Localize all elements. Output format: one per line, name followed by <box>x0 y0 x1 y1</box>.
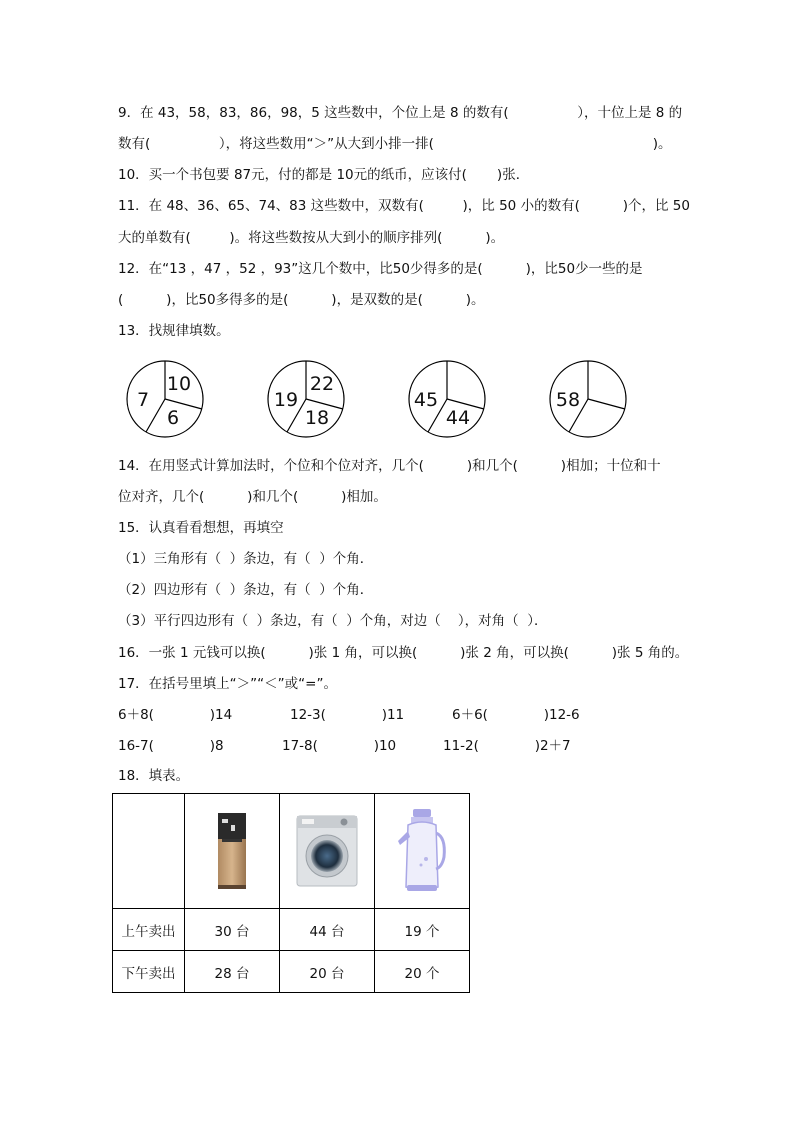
circle-4-left: 58 <box>555 389 581 411</box>
question-10 <box>118 166 529 184</box>
sales-table <box>112 793 470 993</box>
question-15-title <box>118 519 284 537</box>
question-9-text-1: 9．在 43，58，83，86，98，5 这些数中，个位上是 8 的数有( ），十位上是 8 的 <box>118 105 683 121</box>
compare-6 <box>443 737 571 755</box>
question-11-line-1 <box>118 197 690 215</box>
table-row <box>113 951 470 993</box>
question-15-item-1 <box>118 550 373 568</box>
circle-3-bottom: 44 <box>445 407 471 429</box>
compare-6-text: 11-2( )2＋7 <box>443 738 571 754</box>
compare-2-text: 12-3( )11 <box>290 707 405 723</box>
question-9-line-1 <box>118 104 682 122</box>
compare-1-text: 6＋8( )14 <box>118 707 233 723</box>
question-15-title-text: 15．认真看看想想，再填空 <box>118 520 284 536</box>
water-dispenser-icon <box>212 811 252 891</box>
compare-5-text: 17-8( )10 <box>282 738 397 754</box>
pattern-circle-4 <box>548 359 628 443</box>
question-10-text: 10．买一个书包要 87元，付的都是 10元的纸币，应该付( )张． <box>118 167 530 183</box>
question-15-item-3-text: （3）平行四边形有（ ）条边，有（ ）个角，对边（ ），对角（ ）． <box>118 613 548 629</box>
compare-4-text: 16-7( )8 <box>118 738 224 754</box>
circle-2-bottom: 18 <box>304 407 330 429</box>
question-16-text: 16．一张 1 元钱可以换( )张 1 角，可以换( )张 2 角，可以换( )张 5 角的。 <box>118 645 689 661</box>
question-18-title-text: 18．填表。 <box>118 768 190 784</box>
circle-1-top-right: 10 <box>166 373 192 395</box>
circle-2-left: 19 <box>273 389 299 411</box>
circle-1-left: 7 <box>136 389 150 411</box>
row-2-value-3: 20 个 <box>375 951 470 993</box>
table-row <box>113 909 470 951</box>
question-12-text-1: 12．在“13 ，47 ，52 ，93”这几个数中，比50少得多的是( )，比50少一些的是 <box>118 261 643 277</box>
question-14-text-1: 14．在用竖式计算加法时，个位和个位对齐，几个( )和几个( )相加；十位和十 <box>118 458 661 474</box>
row-1-value-2: 44 台 <box>280 909 375 951</box>
question-15-item-2-text: （2）四边形有（ ）条边，有（ ）个角． <box>118 582 374 598</box>
table-item-thermos <box>375 794 470 909</box>
row-1-value-1: 30 台 <box>185 909 280 951</box>
row-1-value-3: 19 个 <box>375 909 470 951</box>
question-9-line-2 <box>118 135 672 153</box>
compare-2 <box>290 706 404 724</box>
question-14-text-2: 位对齐，几个( )和几个( )相加。 <box>118 489 387 505</box>
compare-1 <box>118 706 232 724</box>
question-13-title <box>118 322 230 340</box>
question-12-line-1 <box>118 260 643 278</box>
table-item-washing-machine <box>280 794 375 909</box>
question-15-item-3 <box>118 612 548 630</box>
question-14-line-1 <box>118 457 661 475</box>
question-13-title-text: 13．找规律填数。 <box>118 323 230 339</box>
compare-3-text: 6＋6( )12-6 <box>452 707 580 723</box>
thermos-icon <box>396 807 448 895</box>
washing-machine-icon <box>294 814 360 888</box>
question-9-text-2: 数有( ），将这些数用“＞”从大到小排一排( )。 <box>118 136 672 152</box>
compare-4 <box>118 737 224 755</box>
question-12-line-2 <box>118 291 485 309</box>
row-2-value-1: 28 台 <box>185 951 280 993</box>
table-item-water-dispenser <box>185 794 280 909</box>
question-11-text-1: 11．在 48、36、65、74、83 这些数中，双数有( )，比 50 小的数有( )个，比 50 <box>118 198 690 214</box>
circle-1-bottom: 6 <box>166 407 180 429</box>
question-17-title <box>118 675 337 693</box>
table-corner-cell <box>113 794 185 909</box>
row-2-label: 下午卖出 <box>113 951 185 993</box>
question-16 <box>118 644 688 662</box>
pattern-circle-2 <box>266 359 346 443</box>
row-2-value-2: 20 台 <box>280 951 375 993</box>
question-12-text-2: ( )，比50多得多的是( )，是双数的是( )。 <box>118 292 485 308</box>
question-15-item-2 <box>118 581 373 599</box>
question-14-line-2 <box>118 488 387 506</box>
compare-5 <box>282 737 396 755</box>
question-18-title <box>118 767 189 785</box>
table-header-row <box>113 794 470 909</box>
row-1-label: 上午卖出 <box>113 909 185 951</box>
pattern-circle-1 <box>125 359 205 443</box>
circle-2-top-right: 22 <box>309 373 335 395</box>
compare-3 <box>452 706 580 724</box>
circle-3-left: 45 <box>413 389 439 411</box>
question-11-text-2: 大的单数有( )。将这些数按从大到小的顺序排列( )。 <box>118 230 505 246</box>
pattern-circle-3 <box>407 359 487 443</box>
question-15-item-1-text: （1）三角形有（ ）条边，有（ ）个角． <box>118 551 374 567</box>
question-11-line-2 <box>118 229 504 247</box>
question-17-title-text: 17．在括号里填上“＞”“＜”或“=”。 <box>118 676 337 692</box>
